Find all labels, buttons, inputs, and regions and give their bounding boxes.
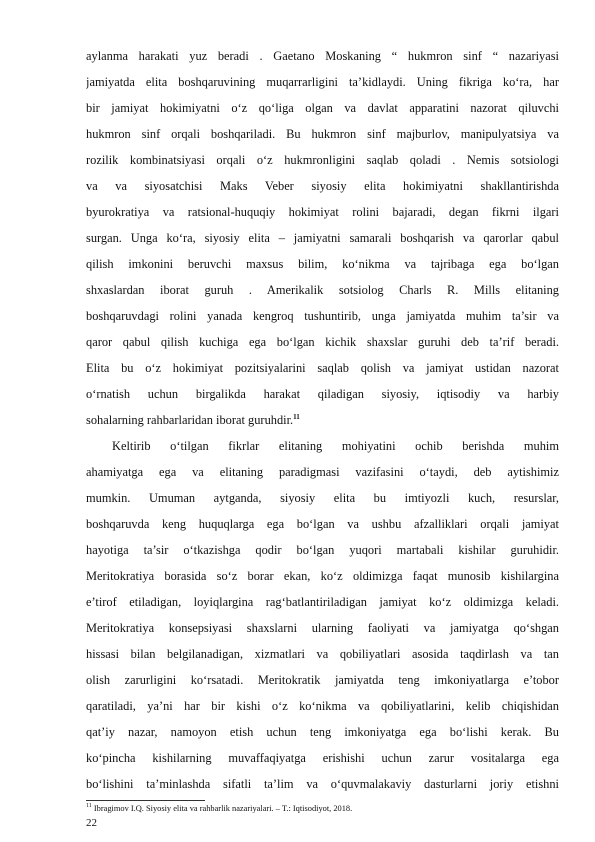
text-line: Elita bu o‘z hokimiyat pozitsiyalarini saqlab qolish va jamiyat ustidan nazorat — [86, 361, 559, 375]
text-line: bir jamiyat hokimiyatni o‘z qo‘liga olgan va davlat apparatini nazorat qiluvchi — [86, 101, 559, 115]
page-number: 22 — [86, 817, 97, 829]
text-line: Meritokratiya borasida so‘z borar ekan, ko‘z oldimizga faqat munosib kishilargina — [86, 569, 559, 583]
text-line: boshqaruvda keng huquqlarga ega bo‘lgan va ushbu afzalliklari orqali jamiyat — [86, 517, 559, 531]
text-line: rozilik kombinatsiyasi orqali o‘z hukmronligini saqlab qoladi . Nemis sotsiologi — [86, 153, 559, 167]
text-line: surgan. Unga ko‘ra, siyosiy elita – jamiyatni samarali boshqarish va qarorlar qabul — [86, 231, 559, 245]
text-line: olish zarurligini ko‘rsatadi. Meritokratik jamiyatda teng imkoniyatlarga e’tobor — [86, 673, 559, 687]
text-line: va va siyosatchisi Maks Veber siyosiy elita hokimiyatni shakllantirishda — [86, 179, 559, 193]
paragraph-1 — [86, 43, 559, 433]
text-line: mumkin. Umuman aytganda, siyosiy elita bu imtiyozli kuch, resurslar, — [86, 491, 559, 505]
text-line: boshqaruvdagi rolini yanada kengroq tushuntirib, unga jamiyatda muhim ta’sir va — [86, 309, 559, 323]
text-line: qaratiladi, ya’ni har bir kishi o‘z ko‘nikma va qobiliyatlarini, kelib chiqishidan — [86, 699, 559, 713]
body-text — [86, 43, 559, 797]
text-line: ahamiyatga ega va elitaning paradigmasi vazifasini o‘taydi, deb aytishimiz — [86, 465, 559, 479]
text-line: e’tirof etiladigan, loyiqlargina rag‘batlantiriladigan jamiyat ko‘z oldimizga keladi. — [86, 595, 559, 609]
text-line: qaror qabul qilish kuchiga ega bo‘lgan kichik shaxslar guruhi deb ta’rif beradi. — [86, 335, 559, 349]
text-line: shxaslardan iborat guruh . Amerikalik sotsiolog Charls R. Mills elitaning — [86, 283, 559, 297]
text-line: aylanma harakati yuz beradi . Gaetano Moskaning “ hukmron sinf “ nazariyasi — [86, 49, 559, 63]
text-line: hayotiga ta’sir o‘tkazishga qodir bo‘lgan yuqori martabali kishilar guruhidir. — [86, 543, 559, 557]
text-line: hukmron sinf orqali boshqariladi. Bu hukmron sinf majburlov, manipulyatsiya va — [86, 127, 559, 141]
text-line-content: sohalarning rahbarlaridan iborat guruhdir. — [86, 413, 294, 427]
footnote-number: 11 — [86, 803, 92, 810]
text-line — [86, 407, 559, 433]
text-line: Keltirib o‘tilgan fikrlar elitaning mohiyatini ochib berishda muhim — [112, 439, 559, 453]
text-line: o‘rnatish uchun birgalikda harakat qiladigan siyosiy, iqtisodiy va harbiy — [86, 387, 559, 401]
text-line: Meritokratiya konsepsiyasi shaxslarni ularning faoliyati va jamiyatga qo‘shgan — [86, 621, 559, 635]
text-line: ko‘pincha kishilarning muvaffaqiyatga erishishi uchun zarur vositalarga ega — [86, 751, 559, 765]
text-line: bo‘lishini ta’minlashda sifatli ta’lim va o‘quvmalakaviy dasturlarni joriy etishni — [86, 777, 559, 791]
paragraph-2 — [86, 433, 559, 797]
text-line: jamiyatda elita boshqaruvining muqarrarligini ta’kidlaydi. Uning fikriga ko‘ra, har — [86, 75, 559, 89]
text-line: hissasi bilan belgilanadigan, xizmatlari va qobiliyatlari asosida taqdirlash va tan — [86, 647, 559, 661]
text-line: byurokratiya va ratsional-huquqiy hokimiyat rolini bajaradi, degan fikrni ilgari — [86, 205, 559, 219]
footnote — [86, 803, 559, 814]
text-line: qat’iy nazar, namoyon etish uchun teng imkoniyatga ega bo‘lishi kerak. Bu — [86, 725, 559, 739]
footnote-text: Ibragimov I.Q. Siyosiy elita va rahbarlik nazariyalari. – T.: Iqtisodiyot, 2018. — [91, 804, 353, 813]
footnote-reference[interactable]: 11 — [293, 412, 300, 421]
text-line: qilish imkonini beruvchi maxsus bilim, ko‘nikma va tajribaga ega bo‘lgan — [86, 257, 559, 271]
footnote-separator — [86, 800, 205, 801]
